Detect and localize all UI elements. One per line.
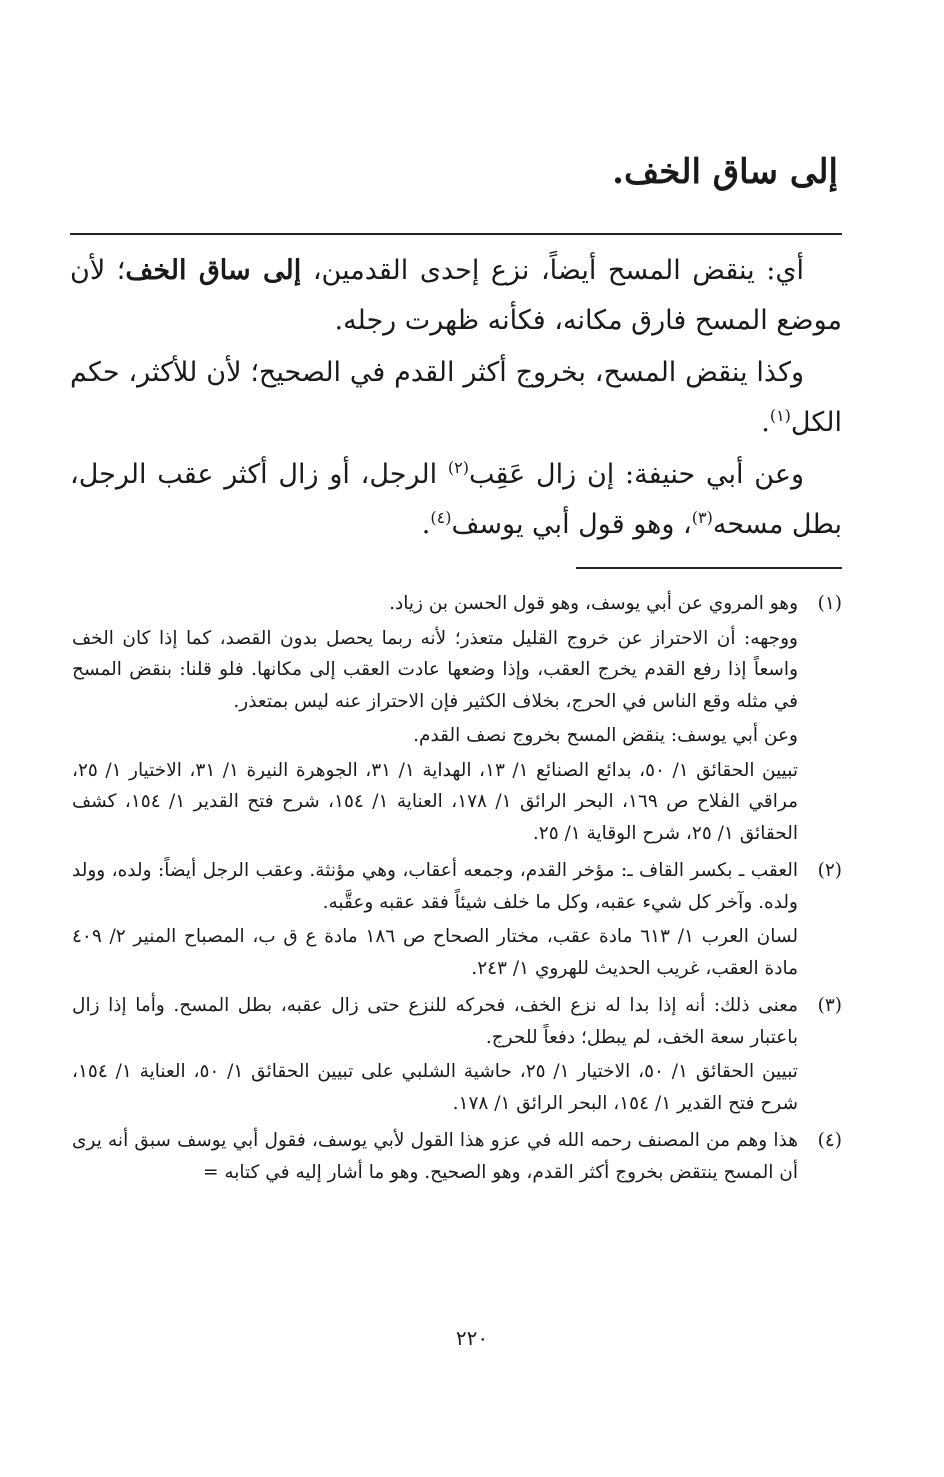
footnote-3 xyxy=(72,990,844,1122)
matn-quote: إلى ساق الخف xyxy=(125,255,302,286)
footnote-body xyxy=(72,855,798,987)
commentary-paragraph-3 xyxy=(70,450,842,550)
footnote-paragraph: العقب ـ بكسر القاف ـ: مؤخر القدم، وجمعه أعقاب، وهي مؤنثة. وعقب الرجل أيضاً: ولده، وولد ولده. وآخر كل شيء عقبه، وكل ما خلف شيئاً فقد عقبه وعقَّبه. xyxy=(72,860,798,913)
footnote-body xyxy=(72,588,798,852)
text-run: . xyxy=(761,407,770,438)
text-run: وكذا ينقض المسح، بخروج أكثر القدم في الصحيح؛ لأن للأكثر، حكم الكل xyxy=(70,357,842,438)
commentary-paragraph-2 xyxy=(70,348,842,448)
footnote-number: (١) xyxy=(817,593,842,614)
text-run: . xyxy=(421,509,431,540)
footnote-4 xyxy=(72,1125,844,1191)
footnote-divider xyxy=(576,567,842,569)
footnote-number: (٢) xyxy=(817,860,842,881)
matn-divider xyxy=(70,233,842,235)
footnote-marker[interactable]: (٤) xyxy=(430,508,452,527)
footnote-1 xyxy=(72,588,844,852)
text-run: أي: ينقض المسح أيضاً، نزع إحدى القدمين، xyxy=(301,255,804,286)
footnotes xyxy=(72,588,844,1194)
text-run: ، وهو قول أبي يوسف xyxy=(451,509,692,540)
footnote-paragraph: ووجهه: أن الاحتراز عن خروج القليل متعذر؛ لأنه ربما يحصل بدون القصد، كما إذا كان الخف واسعاً إذا رفع القدم يخرج العقب، وإذا وضعها عادت العقب إلى مكانها. فلو قلنا: بنقض المسح في مثله وقع الناس في الحرج، بخلاف الكثير فإن الاحتراز عنه ليس بمتعذر. xyxy=(72,627,798,712)
footnote-paragraph: هذا وهم من المصنف رحمه الله في عزو هذا القول لأبي يوسف، فقول أبي يوسف سبق أنه يرى أن المسح ينتقض بخروج أكثر القدم، وهو الصحيح. وهو ما أشار إليه في كتابه = xyxy=(72,1130,798,1183)
footnote-body xyxy=(72,990,798,1122)
footnote-paragraph: وعن أبي يوسف: ينقض المسح بخروج نصف القدم. xyxy=(413,725,798,746)
footnote-marker[interactable]: (٣) xyxy=(691,508,713,527)
text-run: الرجل، أو زال أكثر عقب الرجل، بطل مسحه xyxy=(70,459,842,540)
footnote-body xyxy=(72,1125,798,1191)
commentary-body xyxy=(70,246,842,552)
page-number: ٢٢٠ xyxy=(455,1326,489,1350)
footnote-paragraph: وهو المروي عن أبي يوسف، وهو قول الحسن بن زياد. xyxy=(389,593,798,614)
text-run: وعن أبي حنيفة: إن زال عَقِب xyxy=(468,459,804,490)
footnote-paragraph: معنى ذلك: أنه إذا بدا له نزع الخف، فحركه للنزع حتى زال عقبه، بطل المسح. وأما إذا زال باعتبار سعة الخف، لم يبطل؛ دفعاً للحرج. xyxy=(72,995,798,1048)
footnote-marker[interactable]: (١) xyxy=(769,406,791,425)
commentary-paragraph-1 xyxy=(70,246,842,346)
matn-heading: إلى ساق الخف. xyxy=(612,152,838,192)
footnote-number: (٤) xyxy=(817,1130,842,1151)
footnote-2 xyxy=(72,855,844,987)
footnote-paragraph: تبيين الحقائق ١/ ٥٠، بدائع الصنائع ١/ ١٣، الهداية ١/ ٣١، الجوهرة النيرة ١/ ٣١، الاختيار ١/ ٢٥، مراقي الفلاح ص ١٦٩، البحر الرائق ١/ ١٧٨، العناية ١/ ١٥٤، شرح فتح القدير ١/ ١٥٤، كشف الحقائق ١/ ٢٥، شرح الوقاية ١/ ٢٥. xyxy=(72,759,798,844)
footnote-paragraph: لسان العرب ١/ ٦١٣ مادة عقب، مختار الصحاح ص ١٨٦ مادة ع ق ب، المصباح المنير ٢/ ٤٠٩ مادة العقب، غريب الحديث للهروي ١/ ٢٤٣. xyxy=(72,926,798,979)
footnote-number: (٣) xyxy=(817,995,842,1016)
text-run: ؛ لأن موضع المسح فارق مكانه، فكأنه ظهرت رجله. xyxy=(70,255,842,336)
footnote-marker[interactable]: (٢) xyxy=(447,458,469,477)
footnote-paragraph: تبيين الحقائق ١/ ٥٠، الاختيار ١/ ٢٥، حاشية الشلبي على تبيين الحقائق ١/ ٥٠، العناية ١/ ١٥٤، شرح فتح القدير ١/ ١٥٤، البحر الرائق ١/ ١٧٨. xyxy=(72,1061,798,1114)
